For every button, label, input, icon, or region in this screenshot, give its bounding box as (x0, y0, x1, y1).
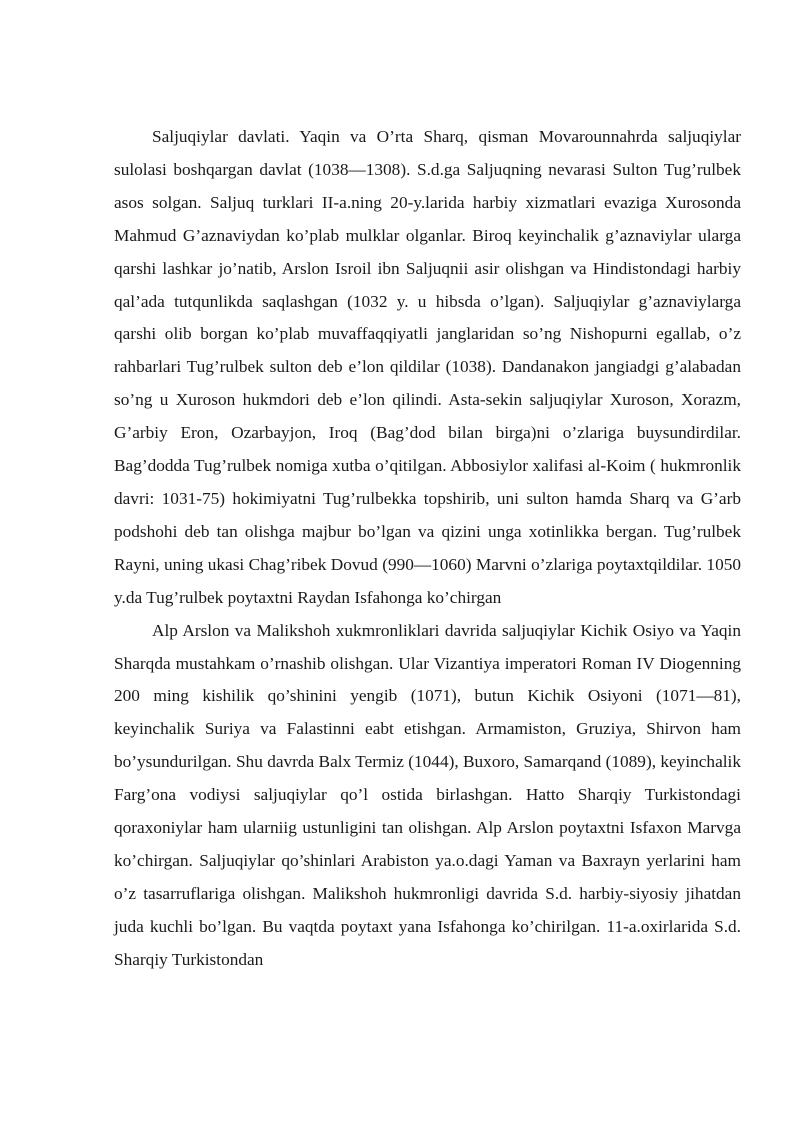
paragraph: Saljuqiylar davlati. Yaqin va O’rta Sharq, qisman Movarounnahrda saljuqiylar sulolasi boshqargan davlat (1038—1308). S.d.ga Saljuqning nevarasi Sulton Tug’rulbek asos solgan. Saljuq turklari II-a.ning 20-y.larida harbiy xizmatlari evaziga Xurosonda Mahmud G’aznaviydan ko’plab mulklar olganlar. Biroq keyinchalik g’aznaviylar ularga qarshi lashkar jo’natib, Arslon Isroil ibn Saljuqnii asir olishgan va Hindistondagi harbiy qal’ada tutqunlikda saqlashgan (1032 y. u hibsda o’lgan). Saljuqiylar g’aznaviylarga qarshi olib borgan ko’plab muvaffaqqiyatli janglaridan so’ng Nishopurni egallab, o’z rahbarlari Tug’rulbek sulton deb e’lon qildilar (1038). Dandanakon jangiadgi g’alabadan so’ng u Xuroson hukmdori deb e’lon qilindi. Asta-sekin saljuqiylar Xuroson, Xorazm, G’arbiy Eron, Ozarbayjon, Iroq (Bag’dod bilan birga)ni o’zlariga buysundirdilar. Bag’dodda Tug’rulbek nomiga xutba o’qitilgan. Abbosiylor xalifasi al-Koim ( hukmronlik davri: 1031-75) hokimiyatni Tug’rulbekka topshirib, uni sulton hamda Sharq va G’arb podshohi deb tan olishga majbur bo’lgan va qizini unga xotinlikka bergan. Tug’rulbek Rayni, uning ukasi Chag’ribek Dovud (990—1060) Marvni o’zlariga poytaxtqildilar. 1050 y.da Tug’rulbek poytaxtni Raydan Isfahonga ko’chirgan (114, 127, 741, 607)
document-page (114, 121, 741, 977)
paragraph: Alp Arslon va Malikshoh xukmronliklari davrida saljuqiylar Kichik Osiyo va Yaqin Sharqda mustahkam o’rnashib olishgan. Ular Vizantiya imperatori Roman IV Diogenning 200 ming kishilik qo’shinini yengib (1071), butun Kichik Osiyoni (1071—81), keyinchalik Suriya va Falastinni eabt etishgan. Armamiston, Gruziya, Shirvon ham bo’ysundurilgan. Shu davrda Balx Termiz (1044), Buxoro, Samarqand (1089), keyinchalik Farg’ona vodiysi saljuqiylar qo’l ostida birlashgan. Hatto Sharqiy Turkistondagi qoraxoniylar ham ularniig ustunligini tan olishgan. Alp Arslon poytaxtni Isfaxon Marvga ko’chirgan. Saljuqiylar qo’shinlari Arabiston ya.o.dagi Yaman va Baxrayn yerlarini ham o’z tasarruflariga olishgan. Malikshoh hukmronligi davrida S.d. harbiy-siyosiy jihatdan juda kuchli bo’lgan. Bu vaqtda poytaxt yana Isfahonga ko’chirilgan. 11-a.oxirlarida S.d. Sharqiy Turkistondan (114, 620, 741, 969)
